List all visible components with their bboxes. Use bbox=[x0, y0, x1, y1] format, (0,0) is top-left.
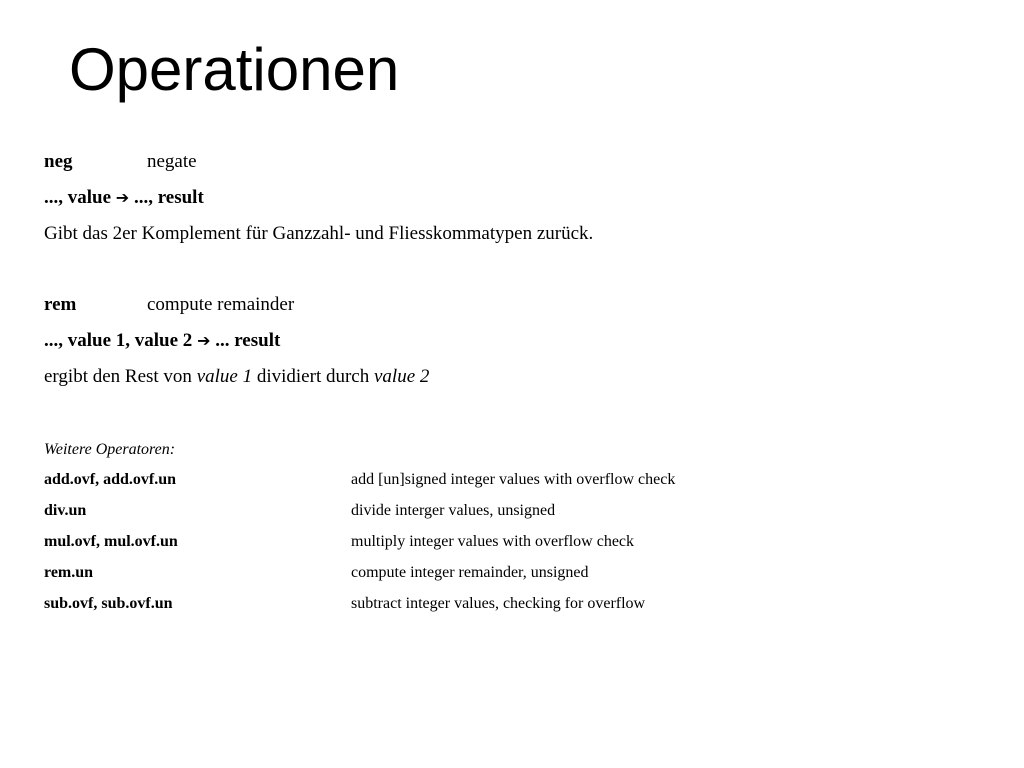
neg-header-line bbox=[44, 151, 593, 173]
neg-explanation: Gibt das 2er Komplement für Ganzzahl- und Fliesskommatypen zurück. bbox=[44, 223, 594, 244]
neg-op-description: negate bbox=[147, 151, 197, 172]
operator-name: mul.ovf, mul.ovf.un bbox=[44, 533, 178, 550]
right-arrow-icon: ➔ bbox=[197, 331, 211, 350]
rem-value-2: value 2 bbox=[373, 366, 430, 387]
operator-description: multiply integer values with overflow check bbox=[351, 533, 635, 550]
operator-row bbox=[44, 501, 675, 521]
operator-name: div.un bbox=[44, 502, 87, 519]
operator-name: add.ovf, add.ovf.un bbox=[44, 471, 177, 488]
rem-value-1: value 1 bbox=[196, 366, 253, 387]
rem-explanation bbox=[44, 366, 429, 388]
neg-operation-block bbox=[44, 151, 593, 245]
further-operators-heading: Weitere Operatoren: bbox=[44, 441, 176, 458]
rem-text-2: dividiert durch bbox=[252, 366, 374, 387]
operator-description: compute integer remainder, unsigned bbox=[351, 564, 589, 581]
slide-title: Operationen bbox=[69, 36, 400, 103]
operator-description: divide interger values, unsigned bbox=[351, 502, 556, 519]
right-arrow-icon: ➔ bbox=[115, 188, 130, 207]
rem-op-description: compute remainder bbox=[147, 294, 295, 315]
neg-sig-before: ..., value bbox=[44, 187, 116, 208]
operator-row bbox=[44, 470, 675, 490]
rem-op-name: rem bbox=[44, 294, 77, 315]
operator-description: add [un]signed integer values with overflow check bbox=[351, 471, 676, 488]
rem-header-line bbox=[44, 294, 429, 316]
operator-name: rem.un bbox=[44, 564, 94, 581]
operator-description: subtract integer values, checking for overflow bbox=[351, 595, 646, 612]
rem-sig-after: ... result bbox=[210, 330, 281, 351]
operator-row bbox=[44, 532, 675, 552]
neg-stack-signature bbox=[44, 187, 593, 209]
rem-operation-block bbox=[44, 294, 429, 388]
neg-op-name: neg bbox=[44, 151, 73, 172]
neg-sig-after: ..., result bbox=[129, 187, 204, 208]
operator-row bbox=[44, 594, 675, 614]
rem-stack-signature bbox=[44, 330, 429, 352]
operator-row bbox=[44, 563, 675, 583]
operator-name: sub.ovf, sub.ovf.un bbox=[44, 595, 173, 612]
rem-text-1: ergibt den Rest von bbox=[44, 366, 197, 387]
rem-sig-before: ..., value 1, value 2 bbox=[44, 330, 198, 351]
further-operators-section bbox=[44, 440, 675, 625]
